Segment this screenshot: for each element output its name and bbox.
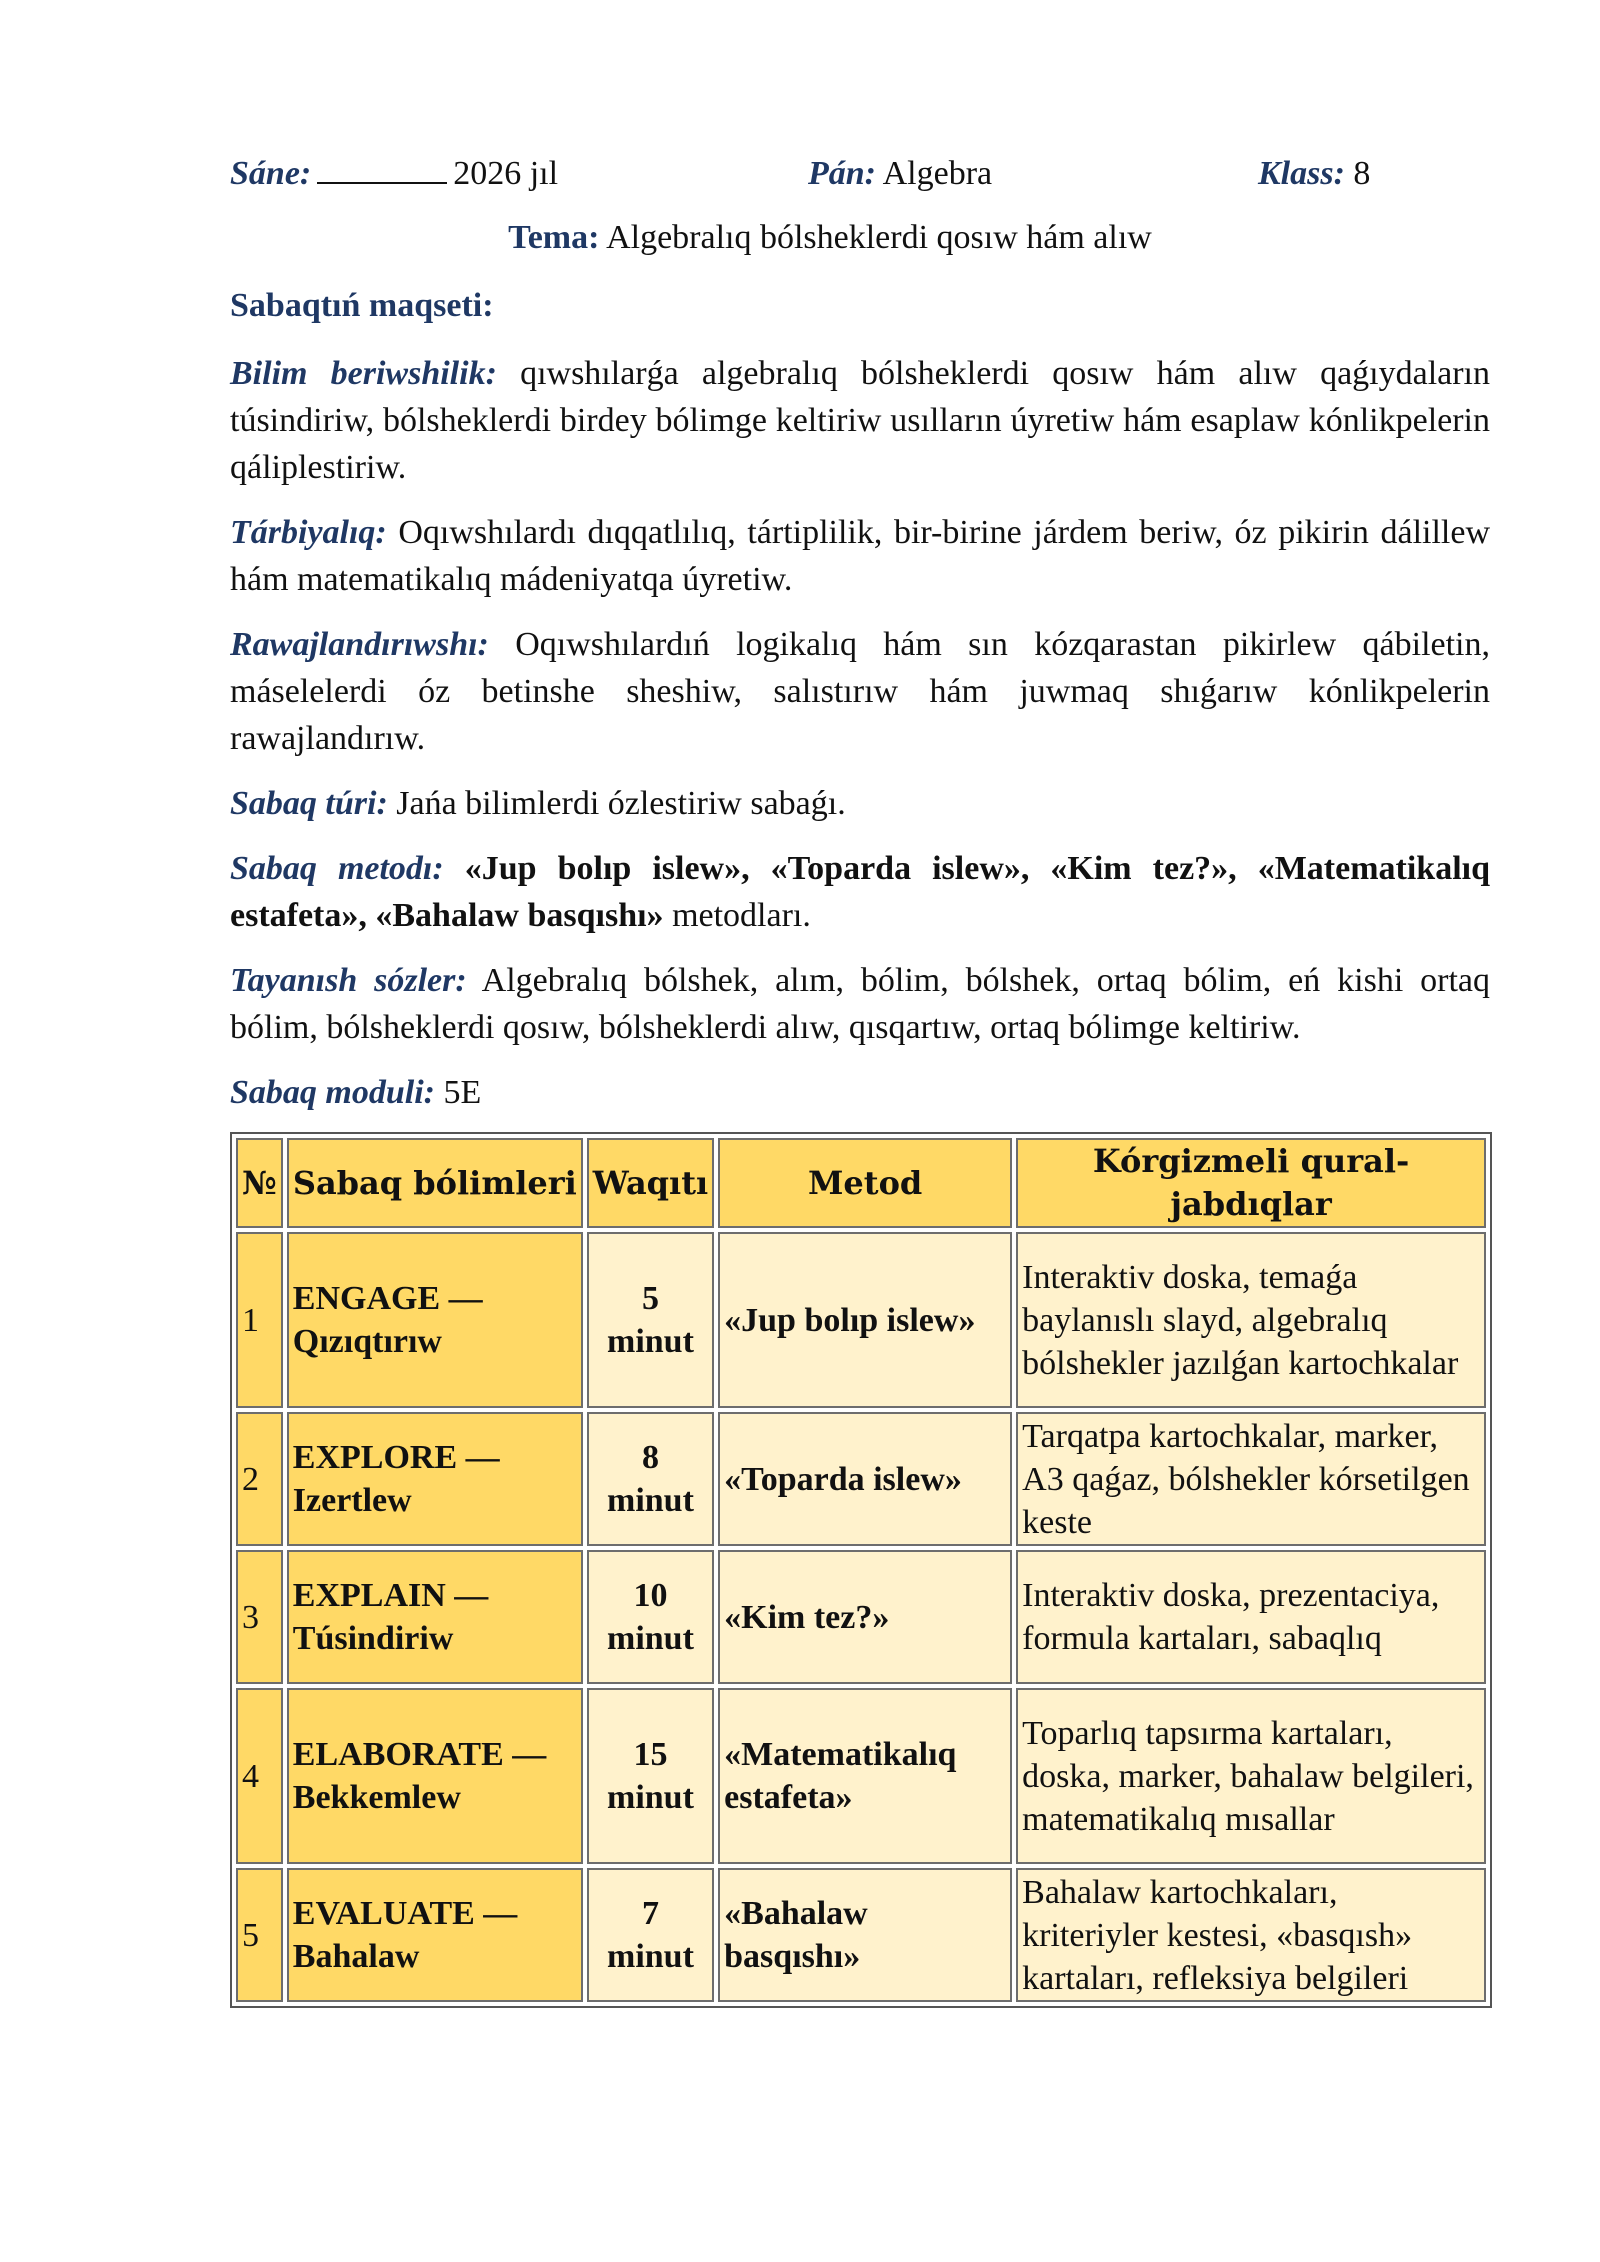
date-year: 2026 jıl [453, 155, 559, 192]
row-time [587, 1412, 714, 1546]
header-tools: Kórgizmeli qural-jabdıqlar [1016, 1138, 1486, 1228]
table-row [236, 1412, 1486, 1546]
date-blank-line [317, 148, 447, 184]
time-unit: minut [607, 1323, 694, 1360]
time-value: 15 [633, 1736, 668, 1773]
row-num: 5 [236, 1868, 283, 2002]
lesson-methods-label: Sabaq metodı: [230, 850, 444, 887]
row-time [587, 1868, 714, 2002]
stage-en: EVALUATE — [292, 1895, 518, 1932]
key-words-label: Tayanısh sózler: [230, 962, 467, 999]
time-unit: minut [607, 1620, 694, 1657]
header-num: № [236, 1138, 283, 1228]
lesson-type-label: Sabaq túri: [230, 785, 388, 822]
row-time [587, 1232, 714, 1408]
subject-label: Pán: [808, 155, 876, 192]
row-method: «Matematikalıq estafeta» [718, 1688, 1012, 1864]
goal-educational-text: qıwshılarǵa algebralıq bólsheklerdi qosıw hám alıw qaǵıydaların túsindiriw, bólsheklerdi birdey bólimge keltiriw usılların úyretiw hám esaplaw kónlikpelerin qáliplestiriw. [230, 355, 1491, 486]
row-method: «Bahalaw basqıshı» [718, 1868, 1012, 2002]
row-tools: Tarqatpa kartochkalar, marker, A3 qaǵaz, bólshekler kórsetilgen keste [1016, 1412, 1486, 1546]
lesson-type [230, 780, 1490, 827]
goal-developmental-label: Rawajlandırıwshı: [230, 626, 489, 663]
lesson-module-value: 5E [443, 1074, 482, 1111]
row-stage [287, 1232, 583, 1408]
subject-field [808, 148, 992, 200]
row-tools: Toparlıq tapsırma kartaları, doska, marker, bahalaw belgileri, matematikalıq mısallar [1016, 1688, 1486, 1864]
stage-en: EXPLORE — [292, 1439, 500, 1476]
topic-label: Tema: [508, 219, 600, 256]
lesson-type-text: Jańa bilimlerdi ózlestiriw sabaǵı. [396, 785, 846, 822]
header-method: Metod [718, 1138, 1012, 1228]
stage-local: Bekkemlew [292, 1779, 461, 1816]
goal-developmental [230, 621, 1490, 762]
lesson-methods-suffix: metodları. [672, 897, 811, 934]
row-stage [287, 1688, 583, 1864]
row-stage [287, 1550, 583, 1684]
stage-en: EXPLAIN — [292, 1577, 489, 1614]
row-num: 4 [236, 1688, 283, 1864]
table-row [236, 1550, 1486, 1684]
row-tools: Interaktiv doska, temaǵa baylanıslı slayd, algebralıq bólshekler jazılǵan kartochkalar [1016, 1232, 1486, 1408]
stage-local: Qızıqtırıw [292, 1323, 442, 1360]
topic-line [230, 212, 1490, 264]
row-time [587, 1688, 714, 1864]
row-stage [287, 1412, 583, 1546]
time-value: 7 [641, 1895, 659, 1932]
row-method: «Jup bolıp islew» [718, 1232, 1012, 1408]
time-value: 8 [641, 1439, 659, 1476]
goal-upbringing-text: Oqıwshılardı dıqqatlılıq, tártiplilik, bir-birine járdem beriw, óz pikirin dálillew hám matematikalıq mádeniyatqa úyretiw. [230, 514, 1491, 598]
row-tools: Bahalaw kartochkaları, kriteriyler kestesi, «basqısh» kartaları, refleksiya belgileri [1016, 1868, 1486, 2002]
key-words [230, 957, 1490, 1051]
goal-educational [230, 350, 1490, 491]
row-method: «Kim tez?» [718, 1550, 1012, 1684]
table-header-row [236, 1138, 1486, 1228]
class-value: 8 [1353, 155, 1371, 192]
key-words-text: Algebralıq bólshek, alım, bólim, bólshek, ortaq bólim, eń kishi ortaq bólim, bólsheklerdi qosıw, bólsheklerdi alıw, qısqartıw, ortaq bólimge keltiriw. [230, 962, 1490, 1046]
time-unit: minut [607, 1482, 694, 1519]
topic-value: Algebralıq bólsheklerdi qosıw hám alıw [606, 219, 1152, 256]
lesson-module [230, 1069, 1490, 1116]
lesson-methods [230, 845, 1490, 939]
stage-en: ELABORATE — [292, 1736, 547, 1773]
table-row [236, 1868, 1486, 2002]
subject-value: Algebra [882, 155, 993, 192]
lesson-methods-list: «Jup bolıp islew», «Toparda islew», «Kim tez?», «Matematikalıq estafeta», «Bahalaw basqıshı» [230, 850, 1490, 934]
time-unit: minut [607, 1779, 694, 1816]
goal-upbringing [230, 509, 1490, 603]
table-row [236, 1232, 1486, 1408]
row-num: 1 [236, 1232, 283, 1408]
header-time: Waqıtı [587, 1138, 714, 1228]
class-field [1258, 148, 1370, 200]
table-row [236, 1688, 1486, 1864]
header-row [230, 148, 1490, 200]
class-label: Klass: [1258, 155, 1345, 192]
goals-title: Sabaqtıń maqseti: [230, 287, 494, 324]
date-field [230, 148, 558, 200]
stage-local: Túsindiriw [292, 1620, 454, 1657]
stage-en: ENGAGE — [292, 1280, 483, 1317]
row-num: 3 [236, 1550, 283, 1684]
goal-educational-label: Bilim beriwshilik: [230, 355, 497, 392]
stage-local: Bahalaw [292, 1938, 420, 1975]
row-time [587, 1550, 714, 1684]
stage-local: Izertlew [292, 1482, 412, 1519]
lesson-module-label: Sabaq moduli: [230, 1074, 435, 1111]
row-num: 2 [236, 1412, 283, 1546]
goal-upbringing-label: Tárbiyalıq: [230, 514, 387, 551]
row-stage [287, 1868, 583, 2002]
header-stage: Sabaq bólimleri [287, 1138, 583, 1228]
time-unit: minut [607, 1938, 694, 1975]
row-tools: Interaktiv doska, prezentaciya, formula kartaları, sabaqlıq [1016, 1550, 1486, 1684]
goal-developmental-text: Oqıwshılardıń logikalıq hám sın kózqarastan pikirlew qábiletin, máselelerdi óz betinshe sheshiw, salıstırıw hám juwmaq shıǵarıw kónlikpelerin rawajlandırıw. [230, 626, 1491, 757]
time-value: 10 [633, 1577, 668, 1614]
row-method: «Toparda islew» [718, 1412, 1012, 1546]
time-value: 5 [641, 1280, 659, 1317]
date-label: Sáne: [230, 155, 312, 192]
lesson-stages-table [230, 1132, 1492, 2008]
